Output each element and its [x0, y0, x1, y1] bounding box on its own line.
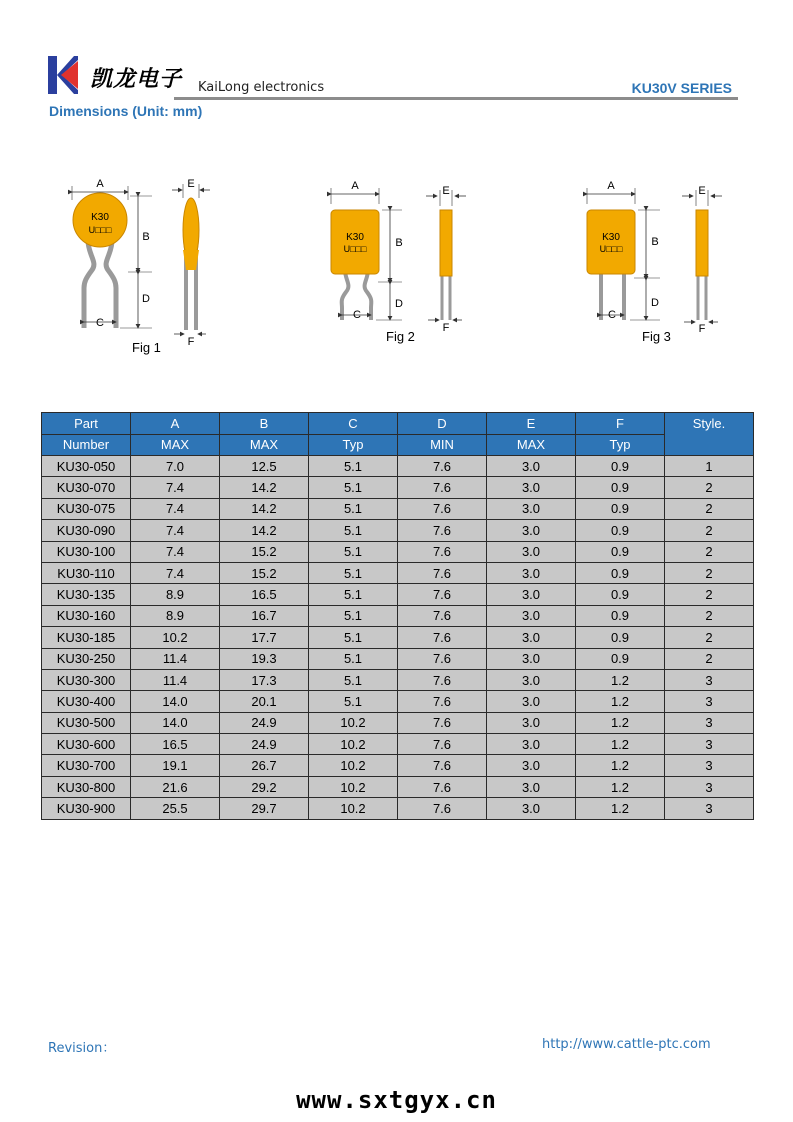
table-cell: 5.1 [309, 541, 398, 562]
header-a-unit: MAX [131, 434, 220, 456]
table-cell: 5.1 [309, 456, 398, 477]
table-cell: 7.0 [131, 456, 220, 477]
table-cell: 5.1 [309, 520, 398, 541]
fig3-dim-b: B [651, 236, 659, 248]
table-cell: 29.2 [220, 776, 309, 797]
table-cell: 16.5 [220, 584, 309, 605]
table-cell: 7.6 [398, 520, 487, 541]
table-cell: 3.0 [487, 627, 576, 648]
table-cell: 11.4 [131, 669, 220, 690]
table-cell: 19.1 [131, 755, 220, 776]
table-cell: 5.1 [309, 498, 398, 519]
table-cell: 7.6 [398, 498, 487, 519]
part-number-cell: KU30-185 [42, 627, 131, 648]
table-row [42, 712, 754, 733]
fig2-caption: Fig 2 [386, 329, 415, 344]
fig1-dim-d: D [142, 293, 150, 305]
table-cell: 17.3 [220, 669, 309, 690]
table-cell: 10.2 [309, 734, 398, 755]
header-e-unit: MAX [487, 434, 576, 456]
header-rule [174, 97, 738, 100]
fig2-dim-c: C [353, 309, 361, 321]
header-f: F [576, 413, 665, 435]
table-cell: 5.1 [309, 477, 398, 498]
table-row [42, 691, 754, 712]
table-cell: 1.2 [576, 755, 665, 776]
fig1-dim-b: B [142, 231, 150, 243]
table-cell: 3.0 [487, 605, 576, 626]
table-cell: 0.9 [576, 648, 665, 669]
header-b: B [220, 413, 309, 435]
fig3-dim-e: E [698, 185, 706, 197]
table-cell: 7.6 [398, 605, 487, 626]
kailong-logo [48, 56, 78, 94]
part-number-cell: KU30-800 [42, 776, 131, 797]
table-header-row-2 [42, 434, 754, 456]
table-row [42, 456, 754, 477]
watermark: www.sxtgyx.cn [296, 1086, 497, 1114]
fig2-dim-d: D [395, 298, 403, 310]
table-cell: 7.4 [131, 562, 220, 583]
table-cell: 14.2 [220, 498, 309, 519]
header-b-unit: MAX [220, 434, 309, 456]
fig3-caption: Fig 3 [642, 329, 671, 344]
figure-3 [587, 180, 722, 344]
fig3-marking: U□□□ [599, 244, 623, 254]
brand-english-name: KaiLong electronics [198, 80, 325, 95]
table-cell: 2 [665, 477, 754, 498]
part-number-cell: KU30-500 [42, 712, 131, 733]
header-style: Style. [665, 413, 754, 456]
table-cell: 3.0 [487, 520, 576, 541]
table-cell: 0.9 [576, 456, 665, 477]
table-cell: 8.9 [131, 605, 220, 626]
header-f-unit: Typ [576, 434, 665, 456]
part-number-cell: KU30-250 [42, 648, 131, 669]
table-cell: 7.6 [398, 627, 487, 648]
fig2-dim-e: E [442, 185, 450, 197]
table-cell: 14.2 [220, 520, 309, 541]
table-cell: 2 [665, 648, 754, 669]
table-cell: 5.1 [309, 562, 398, 583]
brand-chinese-name: 凯龙电子 [90, 66, 183, 92]
table-cell: 3 [665, 776, 754, 797]
header-c-unit: Typ [309, 434, 398, 456]
header-d-unit: MIN [398, 434, 487, 456]
table-header-row-1 [42, 413, 754, 435]
table-cell: 3.0 [487, 669, 576, 690]
part-number-cell: KU30-400 [42, 691, 131, 712]
table-cell: 7.6 [398, 776, 487, 797]
table-row [42, 776, 754, 797]
table-cell: 14.0 [131, 712, 220, 733]
figure-2 [331, 180, 466, 344]
table-cell: 3.0 [487, 734, 576, 755]
fig1-body-label: K30 [91, 212, 109, 223]
table-row [42, 798, 754, 819]
table-cell: 3.0 [487, 477, 576, 498]
table-cell: 17.7 [220, 627, 309, 648]
dimensions-table [41, 412, 754, 820]
table-cell: 0.9 [576, 562, 665, 583]
header-a: A [131, 413, 220, 435]
table-cell: 29.7 [220, 798, 309, 819]
table-cell: 7.6 [398, 456, 487, 477]
table-cell: 7.6 [398, 691, 487, 712]
table-cell: 1.2 [576, 776, 665, 797]
table-cell: 2 [665, 562, 754, 583]
table-cell: 20.1 [220, 691, 309, 712]
website-link[interactable]: http://www.cattle-ptc.com [542, 1037, 711, 1052]
figure-1 [72, 178, 210, 355]
table-cell: 10.2 [309, 712, 398, 733]
table-cell: 7.4 [131, 498, 220, 519]
part-number-cell: KU30-160 [42, 605, 131, 626]
table-cell: 11.4 [131, 648, 220, 669]
table-cell: 1.2 [576, 712, 665, 733]
fig1-marking: U□□□ [88, 225, 112, 235]
part-number-cell: KU30-070 [42, 477, 131, 498]
header-d: D [398, 413, 487, 435]
table-cell: 15.2 [220, 541, 309, 562]
table-cell: 0.9 [576, 498, 665, 519]
table-cell: 15.2 [220, 562, 309, 583]
table-cell: 14.2 [220, 477, 309, 498]
table-cell: 8.9 [131, 584, 220, 605]
table-cell: 16.5 [131, 734, 220, 755]
table-cell: 2 [665, 605, 754, 626]
fig2-dim-b: B [395, 237, 403, 249]
table-cell: 7.6 [398, 712, 487, 733]
table-row [42, 669, 754, 690]
fig3-dim-f: F [698, 323, 706, 335]
table-cell: 7.4 [131, 520, 220, 541]
table-row [42, 605, 754, 626]
table-cell: 1 [665, 456, 754, 477]
table-cell: 2 [665, 520, 754, 541]
table-cell: 7.6 [398, 734, 487, 755]
table-row [42, 562, 754, 583]
table-cell: 1.2 [576, 669, 665, 690]
table-cell: 3 [665, 691, 754, 712]
fig1-dim-c: C [96, 317, 104, 329]
fig3-dim-a: A [607, 180, 615, 192]
header-e: E [487, 413, 576, 435]
table-cell: 7.6 [398, 798, 487, 819]
table-cell: 3.0 [487, 648, 576, 669]
table-cell: 19.3 [220, 648, 309, 669]
fig2-dim-a: A [351, 180, 359, 192]
table-cell: 0.9 [576, 477, 665, 498]
table-row [42, 541, 754, 562]
table-cell: 14.0 [131, 691, 220, 712]
part-number-cell: KU30-090 [42, 520, 131, 541]
table-cell: 3.0 [487, 755, 576, 776]
table-cell: 3 [665, 712, 754, 733]
part-number-cell: KU30-600 [42, 734, 131, 755]
fig2-body-label: K30 [346, 232, 364, 243]
table-cell: 5.1 [309, 669, 398, 690]
table-cell: 7.6 [398, 541, 487, 562]
fig2-dim-f: F [442, 322, 450, 334]
table-cell: 7.6 [398, 755, 487, 776]
table-cell: 10.2 [309, 798, 398, 819]
table-cell: 26.7 [220, 755, 309, 776]
part-number-cell: KU30-100 [42, 541, 131, 562]
table-cell: 3.0 [487, 562, 576, 583]
section-title: Dimensions (Unit: mm) [49, 103, 203, 119]
table-cell: 3 [665, 669, 754, 690]
fig1-dim-e: E [187, 178, 195, 190]
table-body [42, 456, 754, 820]
table-cell: 7.6 [398, 648, 487, 669]
table-cell: 7.6 [398, 584, 487, 605]
table-row [42, 627, 754, 648]
table-cell: 25.5 [131, 798, 220, 819]
table-cell: 10.2 [309, 755, 398, 776]
header-part: Part [42, 413, 131, 435]
revision-label: Revision： [48, 1041, 116, 1056]
table-row [42, 498, 754, 519]
table-cell: 3.0 [487, 456, 576, 477]
table-cell: 3.0 [487, 712, 576, 733]
table-row [42, 755, 754, 776]
table-cell: 5.1 [309, 691, 398, 712]
table-cell: 0.9 [576, 627, 665, 648]
fig3-body-label: K30 [602, 232, 620, 243]
fig1-dim-f: F [187, 336, 195, 348]
table-cell: 0.9 [576, 605, 665, 626]
table-row [42, 734, 754, 755]
fig3-dim-c: C [608, 309, 616, 321]
table-cell: 3.0 [487, 584, 576, 605]
table-cell: 3 [665, 798, 754, 819]
table-row [42, 584, 754, 605]
fig1-dim-a: A [96, 178, 104, 190]
part-number-cell: KU30-700 [42, 755, 131, 776]
table-cell: 7.6 [398, 669, 487, 690]
table-cell: 5.1 [309, 648, 398, 669]
table-cell: 3 [665, 755, 754, 776]
table-cell: 7.4 [131, 541, 220, 562]
table-cell: 2 [665, 498, 754, 519]
header-c: C [309, 413, 398, 435]
table-row [42, 648, 754, 669]
table-cell: 10.2 [131, 627, 220, 648]
table-cell: 1.2 [576, 798, 665, 819]
table-cell: 7.6 [398, 477, 487, 498]
table-row [42, 477, 754, 498]
part-number-cell: KU30-050 [42, 456, 131, 477]
table-cell: 16.7 [220, 605, 309, 626]
table-cell: 2 [665, 627, 754, 648]
table-cell: 7.6 [398, 562, 487, 583]
table-cell: 21.6 [131, 776, 220, 797]
table-cell: 2 [665, 541, 754, 562]
table-cell: 3 [665, 734, 754, 755]
fig3-dim-d: D [651, 297, 659, 309]
table-cell: 0.9 [576, 584, 665, 605]
table-cell: 0.9 [576, 541, 665, 562]
header-number: Number [42, 434, 131, 456]
table-cell: 3.0 [487, 691, 576, 712]
table-cell: 2 [665, 584, 754, 605]
table-cell: 3.0 [487, 798, 576, 819]
table-cell: 5.1 [309, 605, 398, 626]
fig1-caption: Fig 1 [132, 340, 161, 355]
table-cell: 1.2 [576, 691, 665, 712]
table-cell: 5.1 [309, 627, 398, 648]
table-cell: 24.9 [220, 712, 309, 733]
table-cell: 0.9 [576, 520, 665, 541]
series-title: KU30V SERIES [631, 80, 732, 96]
table-cell: 3.0 [487, 498, 576, 519]
fig2-marking: U□□□ [343, 244, 367, 254]
table-cell: 24.9 [220, 734, 309, 755]
part-number-cell: KU30-135 [42, 584, 131, 605]
table-cell: 12.5 [220, 456, 309, 477]
table-cell: 5.1 [309, 584, 398, 605]
dimension-figures [0, 170, 793, 370]
table-cell: 3.0 [487, 541, 576, 562]
part-number-cell: KU30-110 [42, 562, 131, 583]
table-cell: 10.2 [309, 776, 398, 797]
part-number-cell: KU30-075 [42, 498, 131, 519]
table-cell: 3.0 [487, 776, 576, 797]
table-cell: 7.4 [131, 477, 220, 498]
part-number-cell: KU30-900 [42, 798, 131, 819]
part-number-cell: KU30-300 [42, 669, 131, 690]
table-cell: 1.2 [576, 734, 665, 755]
table-row [42, 520, 754, 541]
figures-svg [0, 170, 793, 370]
